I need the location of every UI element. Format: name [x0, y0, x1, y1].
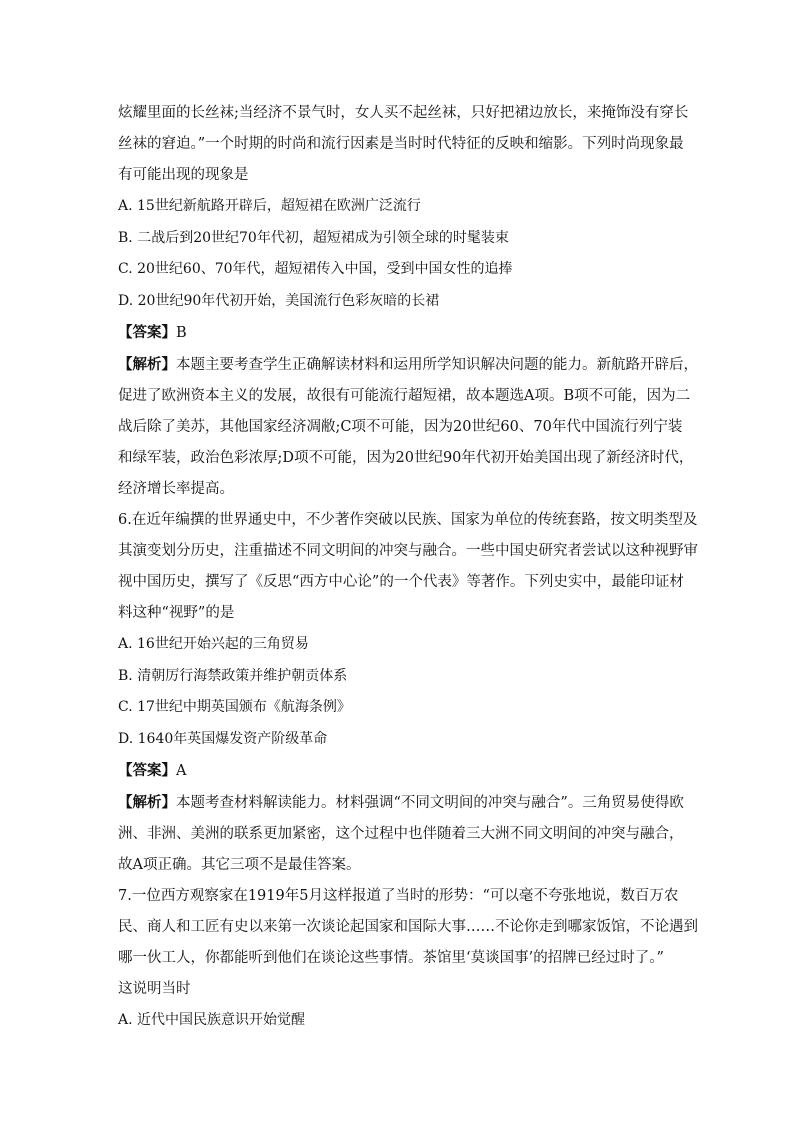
q5-analysis-label: 【解析】: [118, 356, 176, 373]
q5-option-a: A. 15世纪新航路开辟后，超短裙在欧洲广泛流行: [118, 198, 421, 214]
q5-analysis-line-3: 战后除了美苏，其他国家经济凋敝;C项不可能，因为20世纪60、70年代中国流行列宁装: [118, 419, 683, 435]
q5-option-c: C. 20世纪60、70年代，超短裙传入中国，受到中国女性的追捧: [118, 261, 513, 277]
q5-analysis-line-4: 和绿军装，政治色彩浓厚;D项不可能，因为20世纪90年代初开始美国出现了新经济时代，: [118, 450, 694, 466]
q7-stem-line-1: 7.一位西方观察家在1919年5月这样报道了当时的形势：“可以毫不夸张地说，数百万农: [118, 888, 679, 904]
q6-stem-line-2: 其演变划分历史，注重描述不同文明间的冲突与融合。一些中国史研究者尝试以这种视野审: [118, 543, 698, 559]
q5-stem-line-1: 炫耀里面的长丝袜;当经济不景气时，女人买不起丝袜，只好把裙边放长，来掩饰没有穿长: [118, 105, 689, 121]
q6-analysis-line-2: 洲、非洲、美洲的联系更加紧密，这个过程中也伴随着三大洲不同文明间的冲突与融合，: [118, 826, 684, 842]
q6-analysis-label: 【解析】: [118, 794, 176, 811]
q6-stem-line-1: 6.在近年编撰的世界通史中，不少著作突破以民族、国家为单位的传统套路，按文明类型及: [118, 512, 698, 528]
question-7-options: [118, 1005, 680, 1037]
q5-analysis-line-5: 经济增长率提高。: [118, 481, 234, 497]
q5-answer: [118, 317, 680, 349]
q5-stem-line-2: 丝袜的窘迫。”一个时期的时尚和流行因素是当时时代特征的反映和缩影。下列时尚现象最: [118, 136, 684, 152]
q6-answer-label: 【答案】: [118, 762, 176, 779]
q6-analysis-line-3: 故A项正确。其它三项不是最佳答案。: [118, 857, 361, 873]
q5-analysis: [118, 349, 698, 505]
q6-answer-value: A: [176, 763, 187, 779]
q5-answer-value: B: [176, 325, 187, 341]
q7-stem-line-3: 哪一伙工人，你都能听到他们在谈论这些事情。茶馆里‘莫谈国事’的招牌已经过时了。”: [118, 950, 664, 966]
q5-option-b: B. 二战后到20世纪70年代初，超短裙成为引领全球的时髦装束: [118, 229, 509, 246]
q5-option-d: D. 20世纪90年代初开始，美国流行色彩灰暗的长裙: [118, 292, 440, 309]
q7-option-a: A. 近代中国民族意识开始觉醒: [118, 1012, 306, 1028]
q6-option-d: D. 1640年英国爆发资产阶级革命: [118, 730, 328, 747]
q5-stem-line-3: 有可能出现的现象是: [118, 167, 249, 183]
q7-stem-line-4: 这说明当时: [118, 981, 191, 997]
q5-analysis-line-1: [118, 349, 698, 381]
question-7-stem: [118, 881, 698, 1005]
q6-analysis-text-1: 本题考查材料解读能力。材料强调“不同文明间的冲突与融合”。三角贸易使得欧: [176, 795, 684, 811]
q6-answer: [118, 755, 680, 787]
q6-option-c: C. 17世纪中期英国颁布《航海条例》: [118, 699, 351, 715]
q6-analysis: [118, 787, 684, 881]
question-5-stem: [118, 98, 689, 191]
q6-stem-line-4: 料这种“视野”的是: [118, 605, 235, 621]
q5-analysis-line-2: 促进了欧洲资本主义的发展，故很有可能流行超短裙，故本题选A项。B项不可能，因为二: [118, 388, 691, 404]
question-6-stem: [118, 505, 698, 629]
document-page: [118, 98, 698, 1037]
q6-analysis-line-1: [118, 787, 684, 819]
question-6-options: [118, 629, 680, 755]
q7-stem-line-2: 民、商人和工匠有史以来第一次谈论起国家和国际大事……不论你走到哪家饭馆，不论遇到: [118, 919, 698, 935]
q5-answer-label: 【答案】: [118, 324, 176, 341]
question-5-options: [118, 191, 680, 317]
q5-analysis-text-1: 本题主要考查学生正确解读材料和运用所学知识解决问题的能力。新航路开辟后，: [176, 357, 698, 373]
q6-stem-line-3: 视中国历史，撰写了《反思“西方中心论”的一个代表》等著作。下列史实中，最能印证材: [118, 574, 684, 590]
q6-option-a: A. 16世纪开始兴起的三角贸易: [118, 636, 309, 652]
q6-option-b: B. 清朝厉行海禁政策并维护朝贡体系: [118, 667, 348, 684]
